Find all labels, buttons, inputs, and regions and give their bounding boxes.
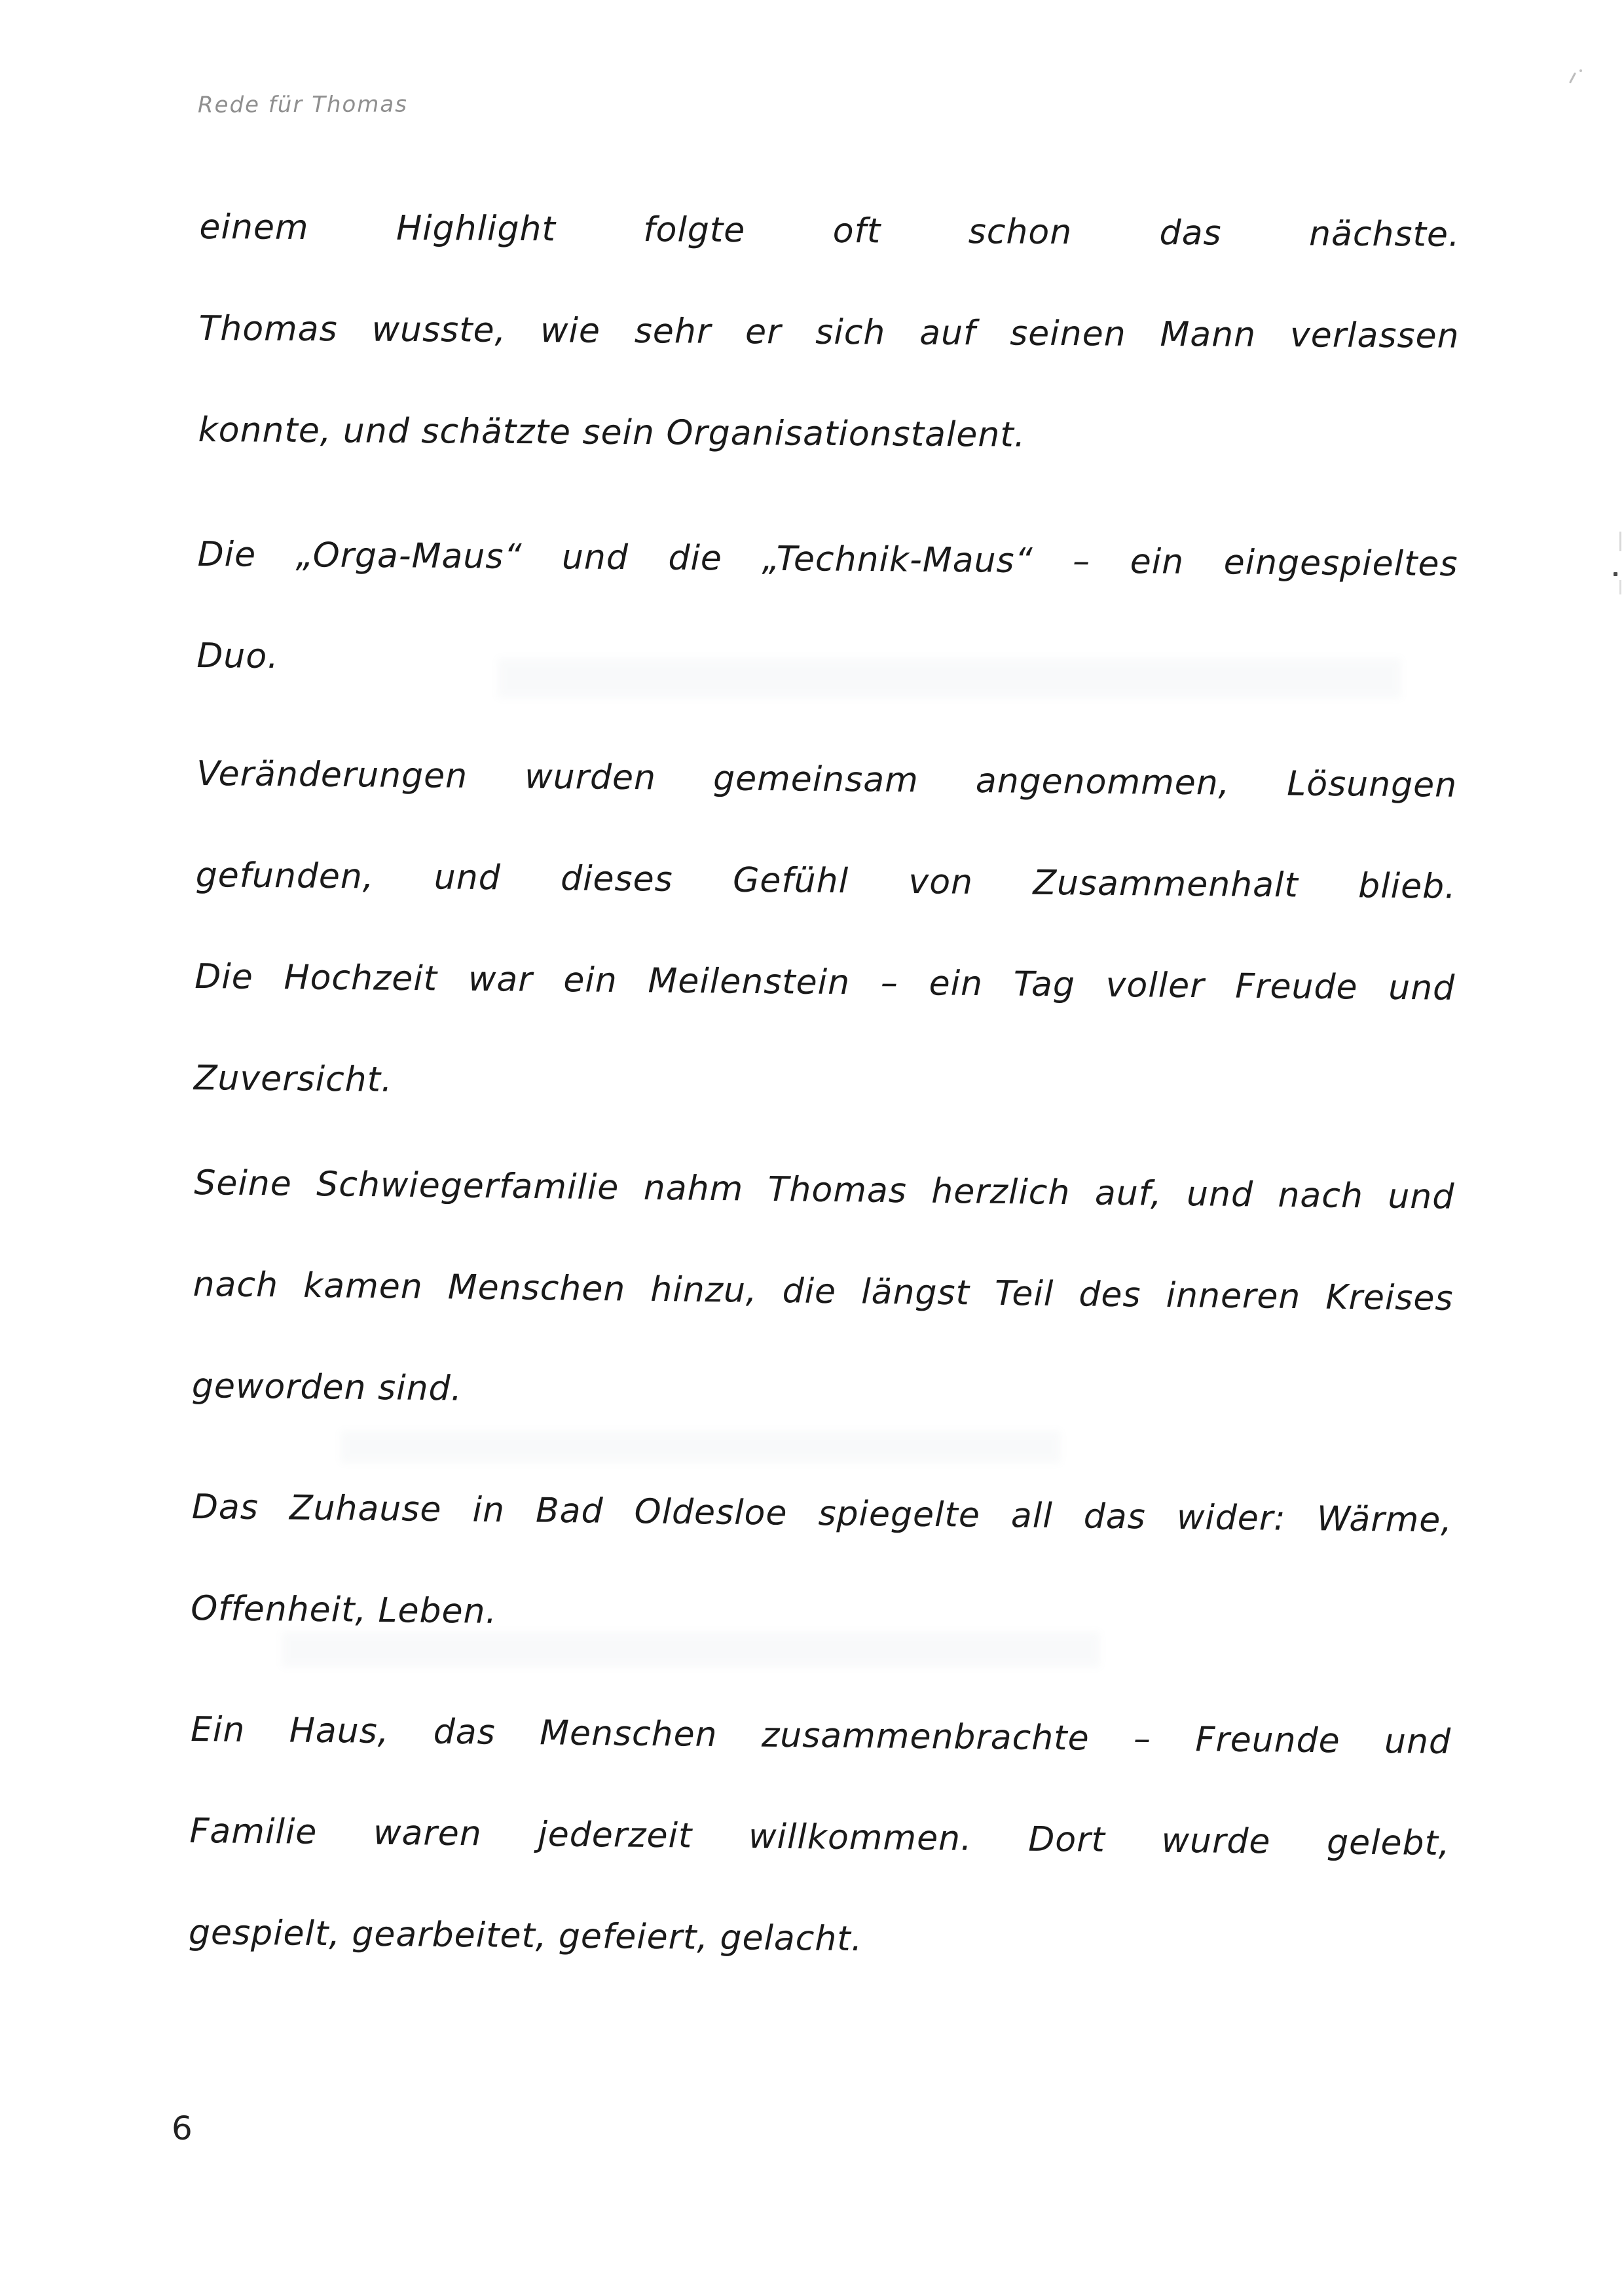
text-line: Thomas wusste, wie sehr er sich auf seinen Mann verlassen xyxy=(198,308,1460,356)
text-line: gespielt, gearbeitet, gefeiert, gelacht. xyxy=(188,1912,863,1959)
text-line: Das Zuhause in Bad Oldesloe spiegelte all das wider: Wärme, xyxy=(191,1487,1453,1540)
page-number: 6 xyxy=(172,2109,193,2147)
text-line: Die „Orga-Maus“ und die „Technik-Maus“ – ein eingespieltes xyxy=(197,534,1458,585)
paragraph xyxy=(190,1457,1452,1673)
text-line: nach kamen Menschen hinzu, die längst Teil des inneren Kreises xyxy=(193,1264,1454,1319)
scan-artifact xyxy=(1614,572,1617,576)
text-line: Die Hochzeit war ein Meilenstein – ein Tag voller Freude und xyxy=(194,957,1456,1008)
scan-artifact xyxy=(1619,580,1621,594)
text-line: Ein Haus, das Menschen zusammenbrachte – Freunde und xyxy=(190,1709,1452,1762)
speech-body xyxy=(189,177,1460,1992)
text-line: Familie waren jederzeit willkommen. Dort wurde gelebt, xyxy=(189,1811,1450,1864)
paragraph xyxy=(188,1679,1452,1996)
paragraph xyxy=(193,723,1458,1141)
paragraph xyxy=(198,177,1460,489)
paragraph xyxy=(191,1133,1455,1451)
text-line: Veränderungen wurden gemeinsam angenommen, Lösungen xyxy=(196,754,1458,805)
paragraph xyxy=(196,504,1458,717)
page-header: Rede für Thomas xyxy=(197,91,409,118)
text-line: konnte, und schätzte sein Organisationstalent. xyxy=(198,410,1026,455)
text-line: einem Highlight folgte oft schon das nächste. xyxy=(199,207,1460,255)
scan-artifact xyxy=(1569,72,1576,83)
text-line: Duo. xyxy=(196,636,279,676)
text-line: Offenheit, Leben. xyxy=(190,1588,498,1631)
text-line: geworden sind. xyxy=(191,1366,463,1409)
text-line: Seine Schwiegerfamilie nahm Thomas herzlich auf, und nach und xyxy=(194,1163,1455,1217)
scan-artifact xyxy=(1579,69,1582,72)
text-line: gefunden, und dieses Gefühl von Zusammenhalt blieb. xyxy=(195,855,1456,907)
scan-artifact xyxy=(1619,532,1621,551)
text-line: Zuversicht. xyxy=(193,1058,393,1100)
